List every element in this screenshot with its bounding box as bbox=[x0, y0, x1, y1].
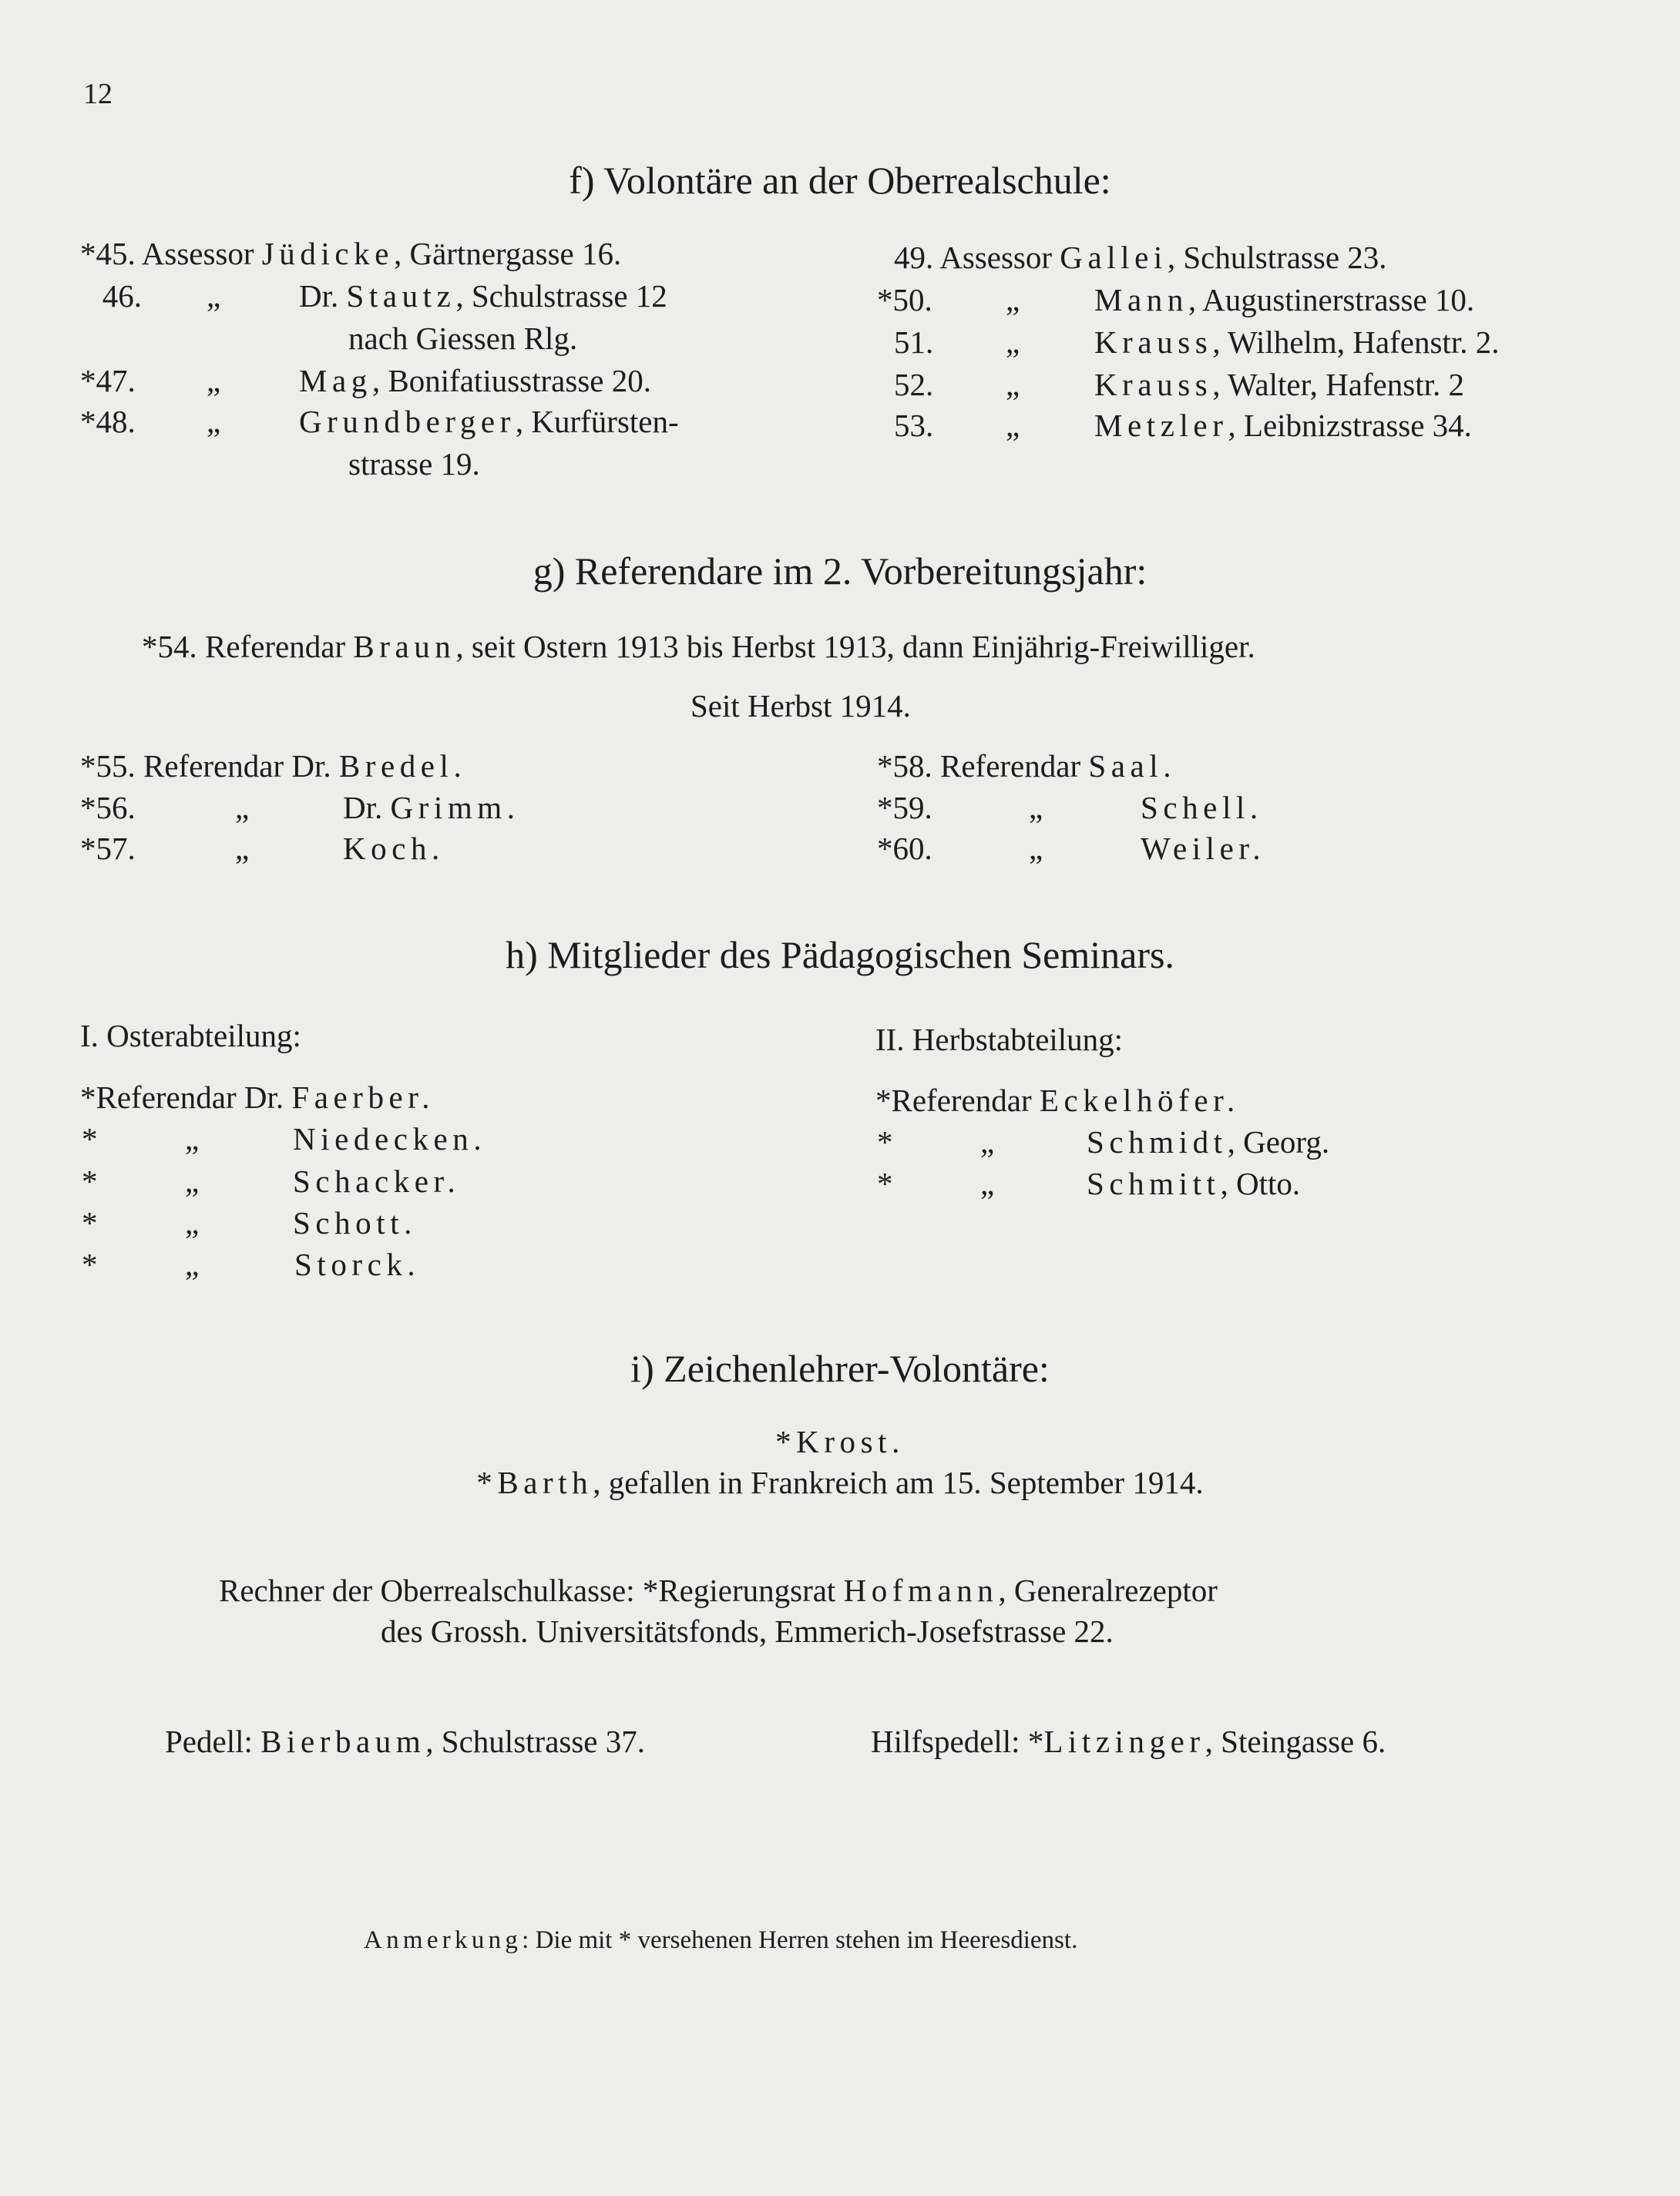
entry-address: , Leibnizstrasse 34. bbox=[1228, 408, 1472, 443]
rechner-line-2: des Grossh. Universitätsfonds, Emmerich-Josefstrasse 22. bbox=[381, 1613, 1114, 1649]
star-mark: * bbox=[82, 1121, 98, 1157]
entry-name: Storck. bbox=[294, 1247, 421, 1282]
hilfspedell-label: Hilfspedell: * bbox=[871, 1724, 1044, 1759]
entry-detail: , gefallen in Frankreich am 15. September 1914. bbox=[593, 1465, 1204, 1500]
entry-name: Metzler bbox=[1094, 408, 1228, 443]
entry-number: 53. bbox=[894, 408, 934, 443]
ditto-mark: „ bbox=[185, 1163, 200, 1199]
section-f-heading: f) Volontäre an der Oberrealschule: bbox=[569, 159, 1111, 202]
list-item bbox=[877, 747, 1176, 784]
ditto-mark: „ bbox=[1029, 790, 1043, 825]
list-item bbox=[299, 403, 679, 440]
entry-number: *57. bbox=[80, 831, 136, 866]
section-h-heading: h) Mitglieder des Pädagogischen Seminars. bbox=[506, 933, 1174, 976]
list-item bbox=[1094, 281, 1474, 318]
entry-name: *Barth bbox=[476, 1465, 593, 1500]
ditto-mark: „ bbox=[980, 1166, 995, 1201]
star-mark: * bbox=[877, 1124, 893, 1160]
ditto-mark: „ bbox=[1006, 408, 1020, 443]
ditto-mark: „ bbox=[1029, 831, 1043, 866]
ditto-mark: „ bbox=[207, 278, 221, 314]
entry-name: Krauss bbox=[1094, 367, 1213, 402]
entry-title: Dr. bbox=[299, 278, 339, 314]
entry-number: 52. bbox=[894, 367, 934, 402]
ditto-mark: „ bbox=[207, 404, 221, 439]
entry-title: Referendar bbox=[143, 748, 284, 784]
entry-number: *59. bbox=[877, 790, 932, 825]
entry-number: *48. bbox=[80, 404, 136, 439]
entry-name: Weiler. bbox=[1141, 831, 1266, 866]
entry-number: *45. bbox=[80, 236, 136, 271]
entry-name: Koch. bbox=[343, 831, 445, 866]
page-number: 12 bbox=[83, 78, 113, 110]
ditto-mark: „ bbox=[1006, 282, 1020, 317]
entry-number: *56. bbox=[80, 790, 136, 825]
ditto-mark: „ bbox=[1006, 367, 1020, 402]
ditto-mark: „ bbox=[980, 1124, 995, 1160]
list-item bbox=[80, 1079, 435, 1116]
entry-name: Schmidt bbox=[1087, 1124, 1228, 1160]
rechner-line-1 bbox=[219, 1572, 1218, 1609]
entry-name: Schell. bbox=[1141, 790, 1263, 825]
ditto-mark: „ bbox=[185, 1121, 200, 1157]
zeichenlehrer-line-1: *Krost. bbox=[775, 1424, 905, 1459]
ditto-mark: „ bbox=[1006, 324, 1020, 360]
list-item bbox=[1094, 407, 1472, 444]
footnote-text: : Die mit * versehenen Herren stehen im Heeresdienst. bbox=[522, 1926, 1078, 1954]
entry-address: , Wilhelm, Hafenstr. 2. bbox=[1212, 324, 1500, 360]
entry-name: Niedecken. bbox=[293, 1121, 487, 1157]
star-mark: * bbox=[82, 1205, 98, 1241]
entry-title: Referendar bbox=[96, 1080, 237, 1115]
entry-number: *58. bbox=[877, 748, 932, 784]
star-mark: * bbox=[82, 1163, 98, 1199]
rechner-label: Rechner der Oberrealschulkasse: *Regierungsrat bbox=[219, 1573, 836, 1608]
entry-continuation: nach Giessen Rlg. bbox=[348, 321, 578, 356]
herbstabteilung-header: II. Herbstabteilung: bbox=[875, 1022, 1124, 1057]
entry-continuation: Seit Herbst 1914. bbox=[690, 688, 911, 724]
entry-dr: Dr. bbox=[343, 790, 383, 825]
ditto-mark: „ bbox=[185, 1247, 200, 1282]
entry-dr: Dr. bbox=[291, 748, 331, 784]
pedell-line bbox=[165, 1723, 645, 1760]
entry-name: Mann bbox=[1094, 282, 1188, 317]
entry-name: Schacker. bbox=[293, 1163, 461, 1199]
entry-name: Mag bbox=[299, 363, 372, 398]
entry-address: , Kurfürsten- bbox=[515, 404, 679, 439]
ditto-mark: „ bbox=[235, 790, 250, 825]
entry-name: Jüdicke bbox=[261, 236, 394, 271]
entry-number: *55. bbox=[80, 748, 136, 784]
list-item bbox=[1094, 324, 1499, 361]
entry-name: Hofmann bbox=[843, 1573, 999, 1608]
section-i-heading: i) Zeichenlehrer-Volontäre: bbox=[630, 1347, 1050, 1390]
list-item bbox=[299, 362, 651, 399]
entry-dr: Dr. bbox=[244, 1080, 284, 1115]
entry-address: , Schulstrasse 37. bbox=[425, 1724, 645, 1759]
entry-address: , Walter, Hafenstr. 2 bbox=[1212, 367, 1464, 402]
star-mark: * bbox=[82, 1247, 98, 1282]
entry-detail: , Otto. bbox=[1220, 1166, 1301, 1201]
entry-prefix: *54. Referendar bbox=[142, 629, 346, 664]
list-item bbox=[875, 1082, 1240, 1119]
section-g-heading: g) Referendare im 2. Vorbereitungsjahr: bbox=[533, 549, 1147, 593]
entry-number: 51. bbox=[894, 324, 934, 360]
list-item bbox=[1087, 1165, 1300, 1202]
list-item bbox=[1087, 1123, 1329, 1160]
entry-name: Faerber. bbox=[291, 1080, 435, 1115]
entry-number: *50. bbox=[877, 282, 932, 317]
list-item bbox=[80, 747, 466, 784]
entry-address: , Gärtnergasse 16. bbox=[393, 236, 622, 271]
entry-name: Saal. bbox=[1088, 748, 1176, 784]
entry-name: Litzinger bbox=[1043, 1724, 1205, 1759]
entry-address: , Augustinerstrasse 10. bbox=[1188, 282, 1475, 317]
entry-title: Referendar bbox=[891, 1083, 1032, 1118]
entry-name: Grimm. bbox=[390, 790, 520, 825]
list-item bbox=[343, 789, 520, 826]
entry-name: Gallei bbox=[1060, 240, 1168, 275]
entry-address: , Steingasse 6. bbox=[1205, 1724, 1386, 1759]
entry-address: , Bonifatiusstrasse 20. bbox=[371, 363, 651, 398]
entry-title: Assessor bbox=[939, 240, 1053, 275]
pedell-label: Pedell: bbox=[165, 1724, 253, 1759]
entry-name: Krauss bbox=[1094, 324, 1213, 360]
entry-detail: , seit Ostern 1913 bis Herbst 1913, dann Einjährig-Freiwilliger. bbox=[455, 629, 1255, 664]
star-mark: * bbox=[80, 1080, 96, 1115]
list-item bbox=[142, 628, 1255, 665]
star-mark: * bbox=[875, 1083, 892, 1118]
ditto-mark: „ bbox=[185, 1205, 200, 1241]
entry-name: Eckelhöfer. bbox=[1039, 1083, 1240, 1118]
entry-detail: , Generalrezeptor bbox=[998, 1573, 1218, 1608]
list-item bbox=[894, 239, 1387, 276]
zeichenlehrer-line-2 bbox=[0, 1464, 1680, 1501]
entry-detail: , Georg. bbox=[1227, 1124, 1330, 1160]
entry-address: , Schulstrasse 12 bbox=[455, 278, 667, 314]
entry-number: 46. bbox=[102, 278, 142, 314]
footnote-label: Anmerkung bbox=[364, 1926, 522, 1954]
entry-name: Schott. bbox=[293, 1205, 417, 1241]
footnote bbox=[364, 1926, 1077, 1955]
entry-continuation: strasse 19. bbox=[348, 446, 480, 482]
list-item bbox=[299, 277, 667, 314]
entry-title: Referendar bbox=[940, 748, 1081, 784]
entry-name: Schmitt bbox=[1087, 1166, 1221, 1201]
osterabteilung-header: I. Osterabteilung: bbox=[80, 1018, 301, 1053]
entry-name: Stautz bbox=[346, 278, 456, 314]
entry-name: Bredel. bbox=[338, 748, 467, 784]
ditto-mark: „ bbox=[235, 831, 250, 866]
entry-name: Bierbaum bbox=[260, 1724, 426, 1759]
ditto-mark: „ bbox=[207, 363, 221, 398]
entry-number: *47. bbox=[80, 363, 136, 398]
entry-number: *60. bbox=[877, 831, 932, 866]
entry-address: , Schulstrasse 23. bbox=[1167, 240, 1387, 275]
star-mark: * bbox=[877, 1166, 893, 1201]
entry-number: 49. bbox=[894, 240, 934, 275]
list-item bbox=[1094, 366, 1464, 403]
list-item bbox=[80, 235, 621, 272]
hilfspedell-line bbox=[871, 1723, 1386, 1760]
entry-name: Grundberger bbox=[299, 404, 516, 439]
entry-title: Assessor bbox=[141, 236, 254, 271]
entry-name: Braun bbox=[353, 629, 456, 664]
